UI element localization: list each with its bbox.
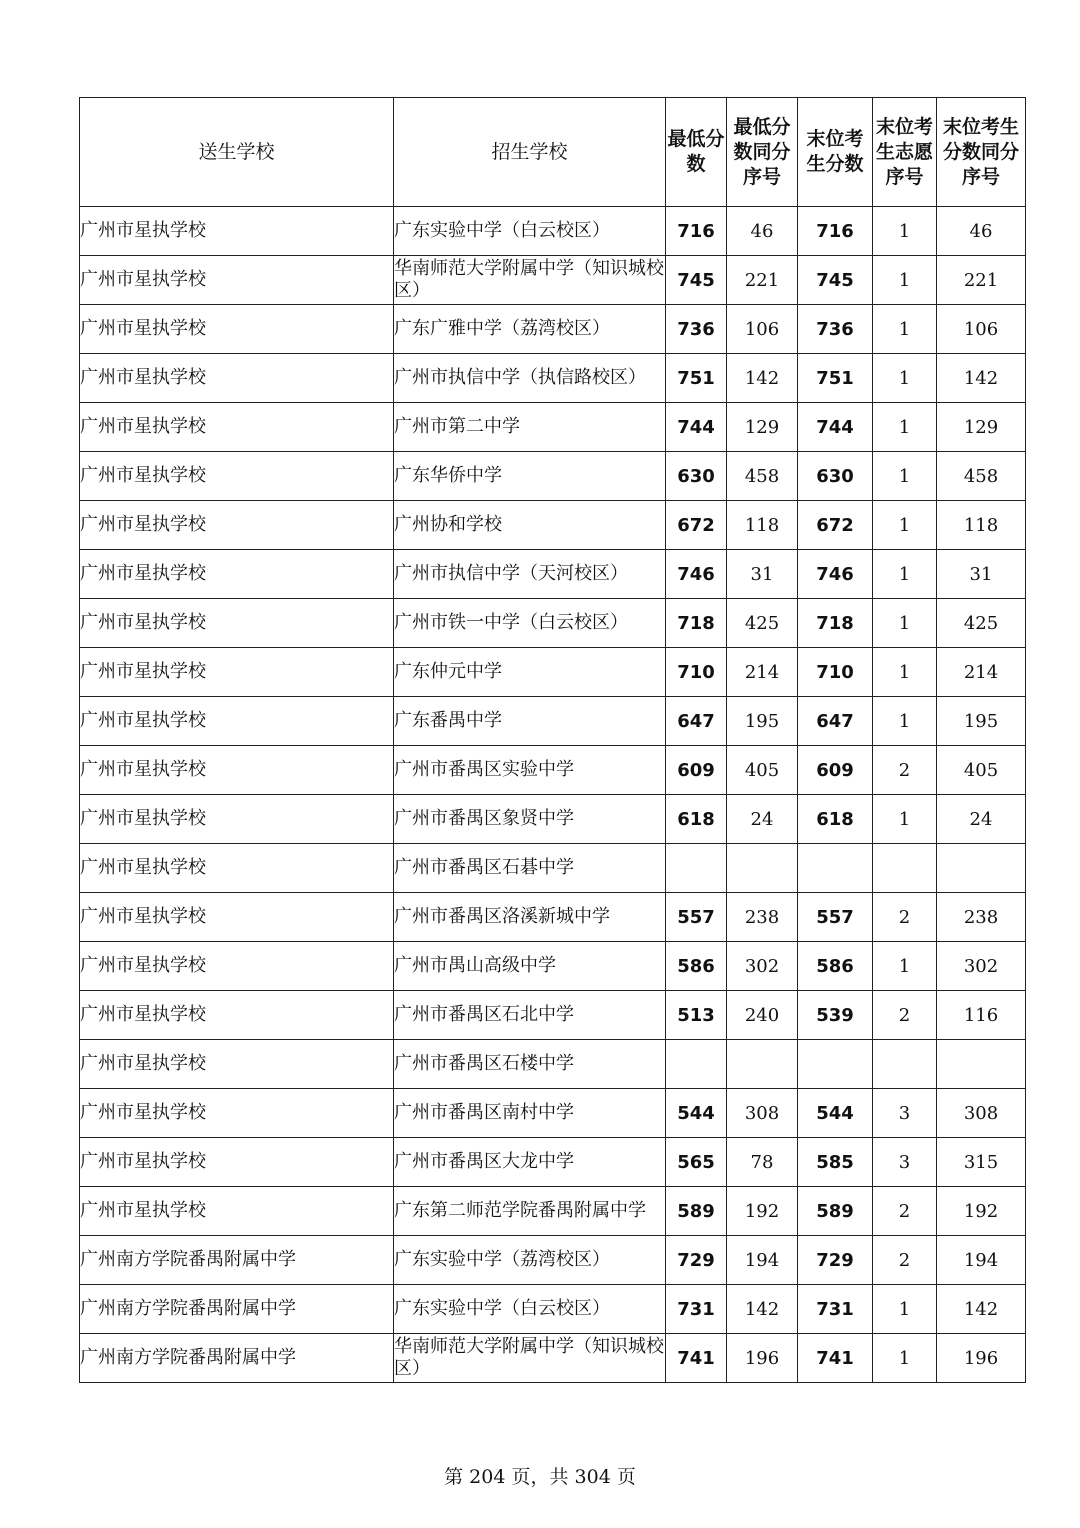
- cell-last-score: 544: [798, 1089, 873, 1138]
- header-min-score-rank: 最低分数同分序号: [727, 98, 798, 207]
- cell-min-score-rank: 142: [727, 1285, 798, 1334]
- cell-recruit-school: 广州市执信中学（天河校区）: [394, 550, 666, 599]
- cell-recruit-school: 华南师范大学附属中学（知识城校区）: [394, 1334, 666, 1383]
- cell-last-score: 630: [798, 452, 873, 501]
- cell-last-preference: 1: [873, 305, 937, 354]
- table-row: [80, 1089, 1026, 1138]
- cell-send-school: 广州市星执学校: [80, 1138, 394, 1187]
- table-row: [80, 746, 1026, 795]
- header-send-school: 送生学校: [80, 98, 394, 207]
- cell-last-preference: 3: [873, 1089, 937, 1138]
- table-row: [80, 942, 1026, 991]
- cell-send-school: 广州南方学院番禺附属中学: [80, 1236, 394, 1285]
- cell-last-score-rank: 142: [937, 354, 1026, 403]
- cell-last-score: 647: [798, 697, 873, 746]
- cell-min-score-rank: [727, 844, 798, 893]
- table-row: [80, 1236, 1026, 1285]
- cell-min-score-rank: 24: [727, 795, 798, 844]
- cell-last-preference: [873, 1040, 937, 1089]
- table-row: [80, 207, 1026, 256]
- table-row: [80, 403, 1026, 452]
- cell-min-score: 716: [666, 207, 727, 256]
- cell-min-score: 710: [666, 648, 727, 697]
- cell-min-score: 744: [666, 403, 727, 452]
- cell-send-school: 广州市星执学校: [80, 844, 394, 893]
- cell-min-score-rank: 214: [727, 648, 798, 697]
- cell-min-score: 609: [666, 746, 727, 795]
- table-row: [80, 1040, 1026, 1089]
- cell-last-score: 557: [798, 893, 873, 942]
- cell-recruit-school: 广州市番禺区南村中学: [394, 1089, 666, 1138]
- cell-min-score-rank: 240: [727, 991, 798, 1040]
- cell-send-school: 广州市星执学校: [80, 403, 394, 452]
- cell-min-score: 618: [666, 795, 727, 844]
- cell-min-score-rank: 106: [727, 305, 798, 354]
- cell-last-score-rank: [937, 844, 1026, 893]
- cell-send-school: 广州南方学院番禺附属中学: [80, 1334, 394, 1383]
- cell-recruit-school: 广州市番禺区大龙中学: [394, 1138, 666, 1187]
- cell-recruit-school: 广州市番禺区石楼中学: [394, 1040, 666, 1089]
- table-row: [80, 1334, 1026, 1383]
- table-row: [80, 599, 1026, 648]
- table-row: [80, 844, 1026, 893]
- cell-send-school: 广州市星执学校: [80, 501, 394, 550]
- cell-send-school: 广州市星执学校: [80, 305, 394, 354]
- table-row: [80, 697, 1026, 746]
- table-row: [80, 550, 1026, 599]
- cell-last-score-rank: [937, 1040, 1026, 1089]
- cell-send-school: 广州市星执学校: [80, 207, 394, 256]
- cell-recruit-school: 广东番禺中学: [394, 697, 666, 746]
- cell-min-score: 736: [666, 305, 727, 354]
- table-row: [80, 1187, 1026, 1236]
- cell-send-school: 广州市星执学校: [80, 942, 394, 991]
- cell-send-school: 广州市星执学校: [80, 452, 394, 501]
- table-body: [80, 207, 1026, 1383]
- cell-last-preference: 1: [873, 452, 937, 501]
- cell-last-score-rank: 405: [937, 746, 1026, 795]
- header-row: [80, 98, 1026, 207]
- cell-last-score-rank: 129: [937, 403, 1026, 452]
- cell-min-score: 647: [666, 697, 727, 746]
- cell-last-preference: 1: [873, 599, 937, 648]
- cell-last-score-rank: 192: [937, 1187, 1026, 1236]
- cell-min-score: 565: [666, 1138, 727, 1187]
- cell-last-preference: 2: [873, 893, 937, 942]
- cell-last-score: 716: [798, 207, 873, 256]
- table-row: [80, 795, 1026, 844]
- cell-min-score-rank: 196: [727, 1334, 798, 1383]
- cell-last-score: 741: [798, 1334, 873, 1383]
- table-row: [80, 501, 1026, 550]
- cell-min-score: 751: [666, 354, 727, 403]
- cell-last-score: 672: [798, 501, 873, 550]
- cell-min-score: 672: [666, 501, 727, 550]
- cell-last-preference: 2: [873, 1187, 937, 1236]
- table-row: [80, 893, 1026, 942]
- cell-last-score-rank: 31: [937, 550, 1026, 599]
- cell-last-preference: [873, 844, 937, 893]
- table-row: [80, 648, 1026, 697]
- cell-last-score: 718: [798, 599, 873, 648]
- cell-recruit-school: 广东华侨中学: [394, 452, 666, 501]
- cell-min-score-rank: 221: [727, 256, 798, 305]
- cell-last-score-rank: 308: [937, 1089, 1026, 1138]
- cell-min-score: 513: [666, 991, 727, 1040]
- cell-recruit-school: 广东仲元中学: [394, 648, 666, 697]
- cell-min-score-rank: 302: [727, 942, 798, 991]
- cell-min-score-rank: 118: [727, 501, 798, 550]
- admissions-table: [79, 97, 1026, 1383]
- cell-last-preference: 2: [873, 991, 937, 1040]
- cell-last-preference: 1: [873, 795, 937, 844]
- cell-last-score-rank: 315: [937, 1138, 1026, 1187]
- cell-recruit-school: 广东实验中学（白云校区）: [394, 1285, 666, 1334]
- cell-min-score: 729: [666, 1236, 727, 1285]
- cell-send-school: 广州市星执学校: [80, 256, 394, 305]
- cell-min-score: 731: [666, 1285, 727, 1334]
- cell-min-score-rank: 46: [727, 207, 798, 256]
- cell-min-score: [666, 1040, 727, 1089]
- cell-send-school: 广州市星执学校: [80, 991, 394, 1040]
- cell-min-score: 557: [666, 893, 727, 942]
- cell-recruit-school: 广州市番禺区实验中学: [394, 746, 666, 795]
- cell-send-school: 广州市星执学校: [80, 746, 394, 795]
- cell-recruit-school: 广州市铁一中学（白云校区）: [394, 599, 666, 648]
- cell-last-preference: 2: [873, 1236, 937, 1285]
- cell-recruit-school: 广州市番禺区象贤中学: [394, 795, 666, 844]
- cell-recruit-school: 华南师范大学附属中学（知识城校区）: [394, 256, 666, 305]
- cell-send-school: 广州市星执学校: [80, 599, 394, 648]
- cell-last-score: 609: [798, 746, 873, 795]
- cell-recruit-school: 广州协和学校: [394, 501, 666, 550]
- cell-min-score-rank: 192: [727, 1187, 798, 1236]
- header-last-score: 末位考生分数: [798, 98, 873, 207]
- cell-last-score: 729: [798, 1236, 873, 1285]
- cell-min-score-rank: 194: [727, 1236, 798, 1285]
- cell-last-score: 751: [798, 354, 873, 403]
- cell-last-preference: 1: [873, 403, 937, 452]
- cell-send-school: 广州市星执学校: [80, 550, 394, 599]
- cell-min-score: 544: [666, 1089, 727, 1138]
- page-number: 第 204 页，共 304 页: [444, 1466, 636, 1488]
- cell-send-school: 广州市星执学校: [80, 893, 394, 942]
- cell-last-preference: 1: [873, 256, 937, 305]
- table-row: [80, 452, 1026, 501]
- cell-last-score: 618: [798, 795, 873, 844]
- cell-send-school: 广州市星执学校: [80, 648, 394, 697]
- cell-last-score-rank: 196: [937, 1334, 1026, 1383]
- table-row: [80, 1138, 1026, 1187]
- cell-last-preference: 1: [873, 648, 937, 697]
- header-last-score-rank: 末位考生分数同分序号: [937, 98, 1026, 207]
- cell-last-score: 731: [798, 1285, 873, 1334]
- cell-min-score-rank: 308: [727, 1089, 798, 1138]
- cell-send-school: 广州市星执学校: [80, 354, 394, 403]
- cell-min-score: 718: [666, 599, 727, 648]
- cell-last-score: 736: [798, 305, 873, 354]
- cell-last-score: 746: [798, 550, 873, 599]
- cell-last-preference: 2: [873, 746, 937, 795]
- cell-last-score-rank: 106: [937, 305, 1026, 354]
- cell-min-score-rank: 405: [727, 746, 798, 795]
- cell-min-score-rank: 195: [727, 697, 798, 746]
- cell-last-score: 585: [798, 1138, 873, 1187]
- header-recruit-school: 招生学校: [394, 98, 666, 207]
- cell-min-score-rank: 129: [727, 403, 798, 452]
- cell-min-score-rank: 31: [727, 550, 798, 599]
- cell-last-score-rank: 221: [937, 256, 1026, 305]
- cell-min-score: 745: [666, 256, 727, 305]
- cell-last-score-rank: 116: [937, 991, 1026, 1040]
- cell-recruit-school: 广州市番禺区石碁中学: [394, 844, 666, 893]
- cell-last-score-rank: 302: [937, 942, 1026, 991]
- cell-min-score: 741: [666, 1334, 727, 1383]
- cell-last-score: [798, 1040, 873, 1089]
- table-row: [80, 354, 1026, 403]
- table-row: [80, 305, 1026, 354]
- cell-last-score-rank: 425: [937, 599, 1026, 648]
- cell-min-score: 630: [666, 452, 727, 501]
- table-row: [80, 991, 1026, 1040]
- cell-min-score: [666, 844, 727, 893]
- cell-send-school: 广州市星执学校: [80, 1040, 394, 1089]
- cell-send-school: 广州南方学院番禺附属中学: [80, 1285, 394, 1334]
- cell-last-score: 710: [798, 648, 873, 697]
- cell-send-school: 广州市星执学校: [80, 697, 394, 746]
- cell-min-score: 746: [666, 550, 727, 599]
- cell-last-score-rank: 24: [937, 795, 1026, 844]
- cell-recruit-school: 广州市番禺区洛溪新城中学: [394, 893, 666, 942]
- cell-min-score-rank: 238: [727, 893, 798, 942]
- cell-send-school: 广州市星执学校: [80, 795, 394, 844]
- table-header: [80, 98, 1026, 207]
- table-row: [80, 1285, 1026, 1334]
- cell-min-score-rank: 425: [727, 599, 798, 648]
- cell-send-school: 广州市星执学校: [80, 1187, 394, 1236]
- cell-recruit-school: 广州市禺山高级中学: [394, 942, 666, 991]
- cell-last-score-rank: 238: [937, 893, 1026, 942]
- cell-last-score-rank: 46: [937, 207, 1026, 256]
- cell-min-score-rank: 78: [727, 1138, 798, 1187]
- cell-recruit-school: 广州市番禺区石北中学: [394, 991, 666, 1040]
- header-min-score: 最低分数: [666, 98, 727, 207]
- cell-last-score-rank: 194: [937, 1236, 1026, 1285]
- cell-min-score-rank: 458: [727, 452, 798, 501]
- cell-min-score: 589: [666, 1187, 727, 1236]
- cell-last-score-rank: 195: [937, 697, 1026, 746]
- cell-recruit-school: 广州市第二中学: [394, 403, 666, 452]
- header-last-preference: 末位考生志愿序号: [873, 98, 937, 207]
- cell-last-score-rank: 214: [937, 648, 1026, 697]
- cell-min-score-rank: 142: [727, 354, 798, 403]
- table-row: [80, 256, 1026, 305]
- cell-recruit-school: 广州市执信中学（执信路校区）: [394, 354, 666, 403]
- cell-last-score: 539: [798, 991, 873, 1040]
- cell-recruit-school: 广东第二师范学院番禺附属中学: [394, 1187, 666, 1236]
- cell-last-score: 589: [798, 1187, 873, 1236]
- cell-last-preference: 1: [873, 501, 937, 550]
- cell-last-score-rank: 458: [937, 452, 1026, 501]
- cell-last-score: 744: [798, 403, 873, 452]
- cell-last-score-rank: 118: [937, 501, 1026, 550]
- cell-last-preference: 3: [873, 1138, 937, 1187]
- cell-min-score-rank: [727, 1040, 798, 1089]
- cell-last-preference: 1: [873, 207, 937, 256]
- cell-last-preference: 1: [873, 1285, 937, 1334]
- cell-min-score: 586: [666, 942, 727, 991]
- cell-last-score: 586: [798, 942, 873, 991]
- cell-last-preference: 1: [873, 550, 937, 599]
- cell-last-score-rank: 142: [937, 1285, 1026, 1334]
- cell-send-school: 广州市星执学校: [80, 1089, 394, 1138]
- cell-last-preference: 1: [873, 354, 937, 403]
- cell-last-preference: 1: [873, 1334, 937, 1383]
- cell-recruit-school: 广东广雅中学（荔湾校区）: [394, 305, 666, 354]
- cell-last-score: 745: [798, 256, 873, 305]
- cell-recruit-school: 广东实验中学（荔湾校区）: [394, 1236, 666, 1285]
- cell-last-preference: 1: [873, 942, 937, 991]
- cell-last-score: [798, 844, 873, 893]
- cell-last-preference: 1: [873, 697, 937, 746]
- cell-recruit-school: 广东实验中学（白云校区）: [394, 207, 666, 256]
